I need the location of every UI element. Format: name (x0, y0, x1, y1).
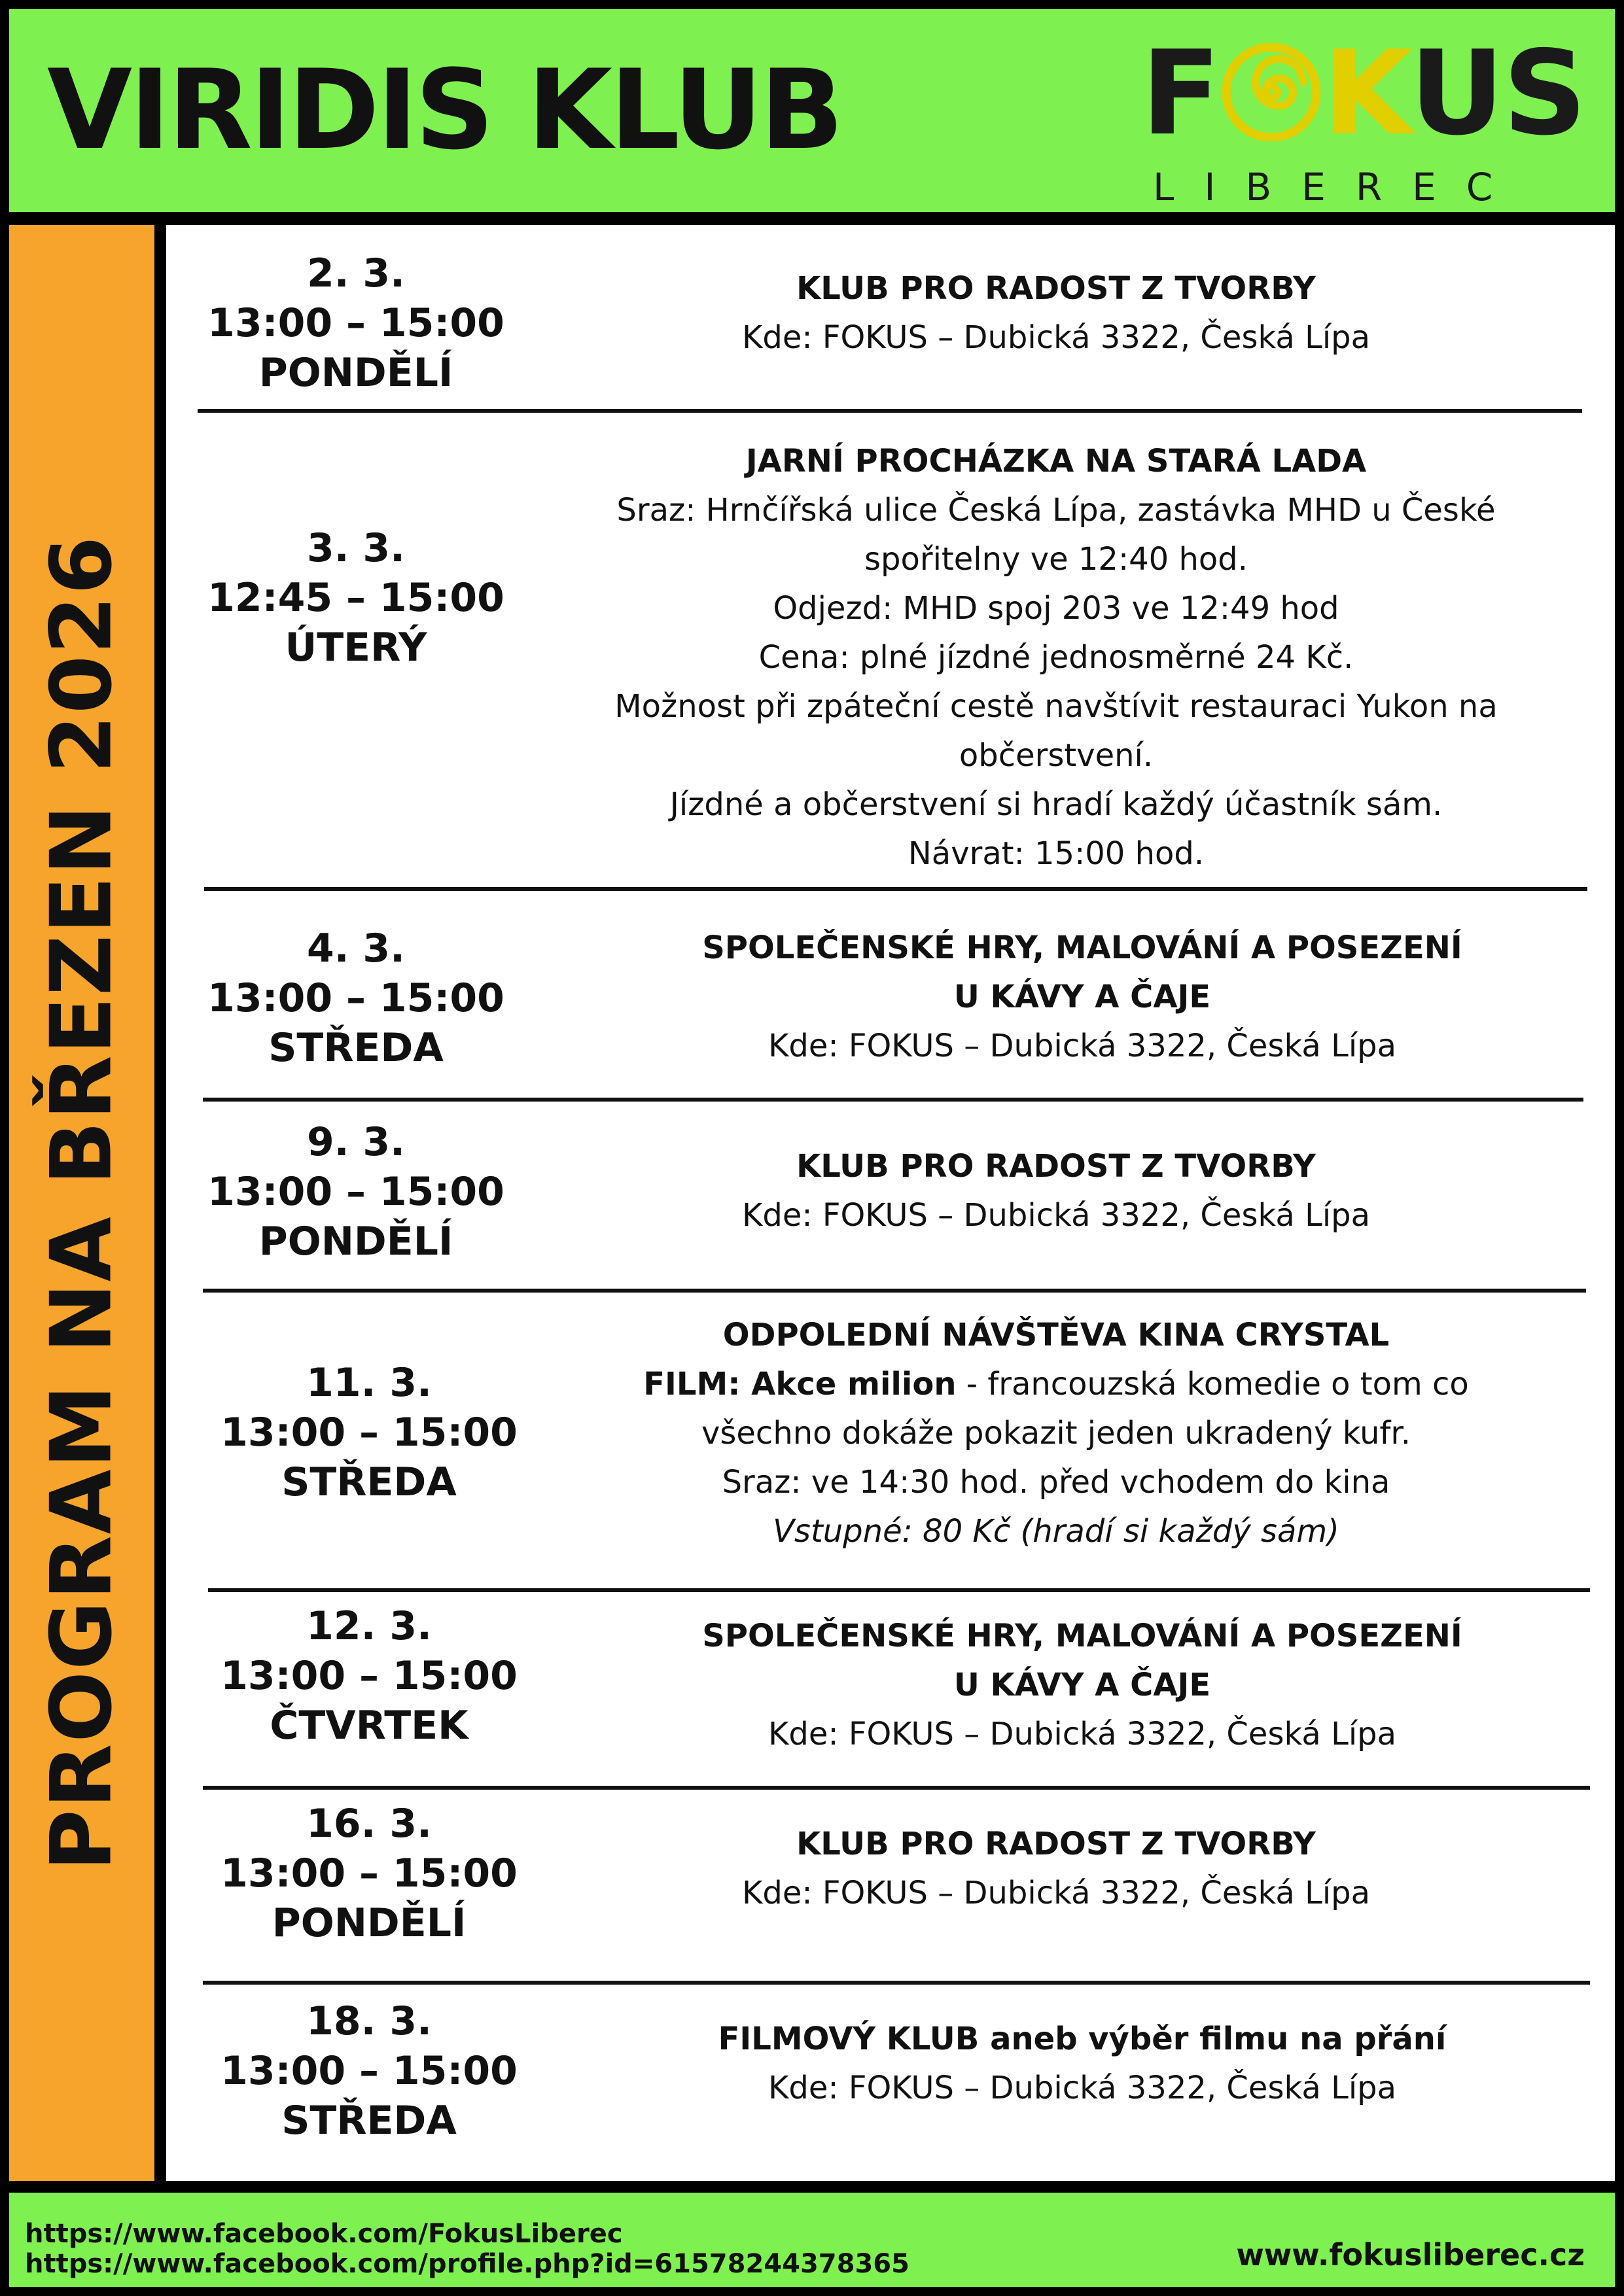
event-description (559, 1142, 1553, 1240)
event-day: STŘEDA (281, 1459, 457, 1505)
event-title-line2: U KÁVY A ČAJE (953, 979, 1211, 1015)
event-film-line (559, 1360, 1553, 1409)
event-line: Možnost při zpáteční cestě navštívit restauraci Yukon na (614, 688, 1498, 725)
event-time: 13:00 – 15:00 (221, 2048, 518, 2094)
swirl-icon (1222, 43, 1320, 141)
event-admission: Vstupné: 80 Kč (hradí si každý sám) (773, 1513, 1339, 1550)
event-description (585, 924, 1580, 1071)
event-line: spořitelny ve 12:40 hod. (864, 541, 1248, 578)
event-time: 13:00 – 15:00 (207, 300, 504, 346)
event-title: ODPOLEDNÍ NÁVŠTĚVA KINA CRYSTAL (722, 1317, 1390, 1353)
event-date: 9. 3. (307, 1119, 405, 1165)
film-description: - francouzská komedie o tom co (956, 1366, 1469, 1402)
event-time: 13:00 – 15:00 (207, 975, 504, 1021)
logo-wordmark: F KUS (1141, 26, 1586, 161)
event-datetime (192, 924, 520, 1073)
event-description (585, 2015, 1580, 2113)
event-line: Kde: FOKUS – Dubická 3322, Česká Lípa (768, 2070, 1397, 2106)
sidebar-label: PROGRAM NA BŘEZEN 2026 (33, 534, 131, 1871)
event-date: 3. 3. (307, 525, 405, 571)
fokus-logo[interactable] (1141, 26, 1599, 209)
event-datetime (192, 1117, 520, 1266)
event-description (559, 1820, 1553, 1918)
event-line: Cena: plné jízdné jednosměrné 24 Kč. (758, 639, 1354, 676)
event-title: JARNÍ PROCHÁZKA NA STARÁ LADA (745, 443, 1367, 479)
website-link[interactable]: www.fokusliberec.cz (1236, 2237, 1585, 2272)
event-title: KLUB PRO RADOST Z TVORBY (796, 1826, 1316, 1862)
event-date: 12. 3. (306, 1603, 432, 1649)
event-line: Kde: FOKUS – Dubická 3322, Česká Lípa (741, 319, 1371, 356)
event-date: 18. 3. (306, 1998, 432, 2044)
event-day: PONDĚLÍ (258, 350, 453, 396)
divider (204, 887, 1587, 891)
divider (203, 1289, 1586, 1293)
sidebar (9, 225, 154, 2181)
event-day: PONDĚLÍ (272, 1900, 467, 1946)
divider (203, 1098, 1583, 1102)
footer-links (25, 2219, 909, 2279)
event-line: Sraz: Hrnčířská ulice Česká Lípa, zastávka MHD u České (616, 492, 1496, 529)
event-time: 13:00 – 15:00 (207, 1169, 504, 1215)
event-datetime (205, 1601, 533, 1750)
event-day: ÚTERÝ (285, 625, 427, 670)
header (9, 9, 1615, 212)
event-datetime (192, 523, 520, 672)
event-title: SPOLEČENSKÉ HRY, MALOVÁNÍ A POSEZENÍ (702, 1618, 1462, 1654)
event-date: 11. 3. (306, 1360, 432, 1406)
event-line: Návrat: 15:00 hod. (908, 835, 1205, 872)
event-datetime (205, 1358, 533, 1507)
event-date: 16. 3. (306, 1801, 432, 1847)
divider (203, 1786, 1590, 1790)
event-line: Kde: FOKUS – Dubická 3322, Česká Lípa (768, 1716, 1397, 1752)
event-date: 4. 3. (307, 926, 405, 971)
event-time: 13:00 – 15:00 (221, 1653, 518, 1699)
event-day: ČTVRTEK (270, 1703, 468, 1748)
event-description (559, 264, 1553, 362)
event-time: 13:00 – 15:00 (221, 1851, 518, 1896)
event-datetime (205, 1996, 533, 2146)
event-line: Odjezd: MHD spoj 203 ve 12:49 hod (773, 590, 1339, 627)
film-title: FILM: Akce milion (643, 1366, 957, 1402)
event-title: SPOLEČENSKÉ HRY, MALOVÁNÍ A POSEZENÍ (702, 930, 1462, 966)
event-line: Kde: FOKUS – Dubická 3322, Česká Lípa (741, 1197, 1371, 1234)
event-time: 13:00 – 15:00 (221, 1410, 518, 1455)
event-title-line2: U KÁVY A ČAJE (953, 1667, 1211, 1703)
program-list (166, 225, 1615, 2181)
event-description (559, 1311, 1553, 1556)
event-datetime (205, 1799, 533, 1948)
event-line: Kde: FOKUS – Dubická 3322, Česká Lípa (768, 1028, 1397, 1064)
event-datetime (192, 249, 520, 398)
event-title: KLUB PRO RADOST Z TVORBY (796, 270, 1316, 307)
event-line: všechno dokáže pokazit jeden ukradený kufr. (701, 1415, 1411, 1452)
event-line: Sraz: ve 14:30 hod. před vchodem do kina (722, 1464, 1390, 1501)
event-title: FILMOVÝ KLUB aneb výběr filmu na přání (718, 2021, 1447, 2057)
event-day: PONDĚLÍ (258, 1219, 453, 1264)
event-day: STŘEDA (268, 1025, 444, 1071)
divider (203, 1981, 1590, 1985)
facebook-link[interactable]: https://www.facebook.com/FokusLiberec (25, 2219, 623, 2249)
event-line: Jízdné a občerstvení si hradí každý účastník sám. (669, 786, 1443, 823)
divider (198, 409, 1582, 413)
event-description (585, 1612, 1580, 1759)
page-title: VIRIDIS KLUB (47, 46, 841, 174)
event-day: STŘEDA (281, 2098, 457, 2144)
facebook-profile-link[interactable]: https://www.facebook.com/profile.php?id=61578244378365 (25, 2249, 909, 2279)
event-time: 12:45 – 15:00 (207, 575, 504, 621)
event-line: Kde: FOKUS – Dubická 3322, Česká Lípa (741, 1875, 1371, 1911)
logo-subtitle: LIBEREC (1153, 165, 1523, 209)
footer (9, 2193, 1615, 2287)
event-title: KLUB PRO RADOST Z TVORBY (796, 1148, 1316, 1185)
event-description (559, 437, 1553, 878)
divider (208, 1588, 1590, 1592)
event-line: občerstvení. (959, 737, 1154, 774)
event-date: 2. 3. (307, 251, 405, 296)
